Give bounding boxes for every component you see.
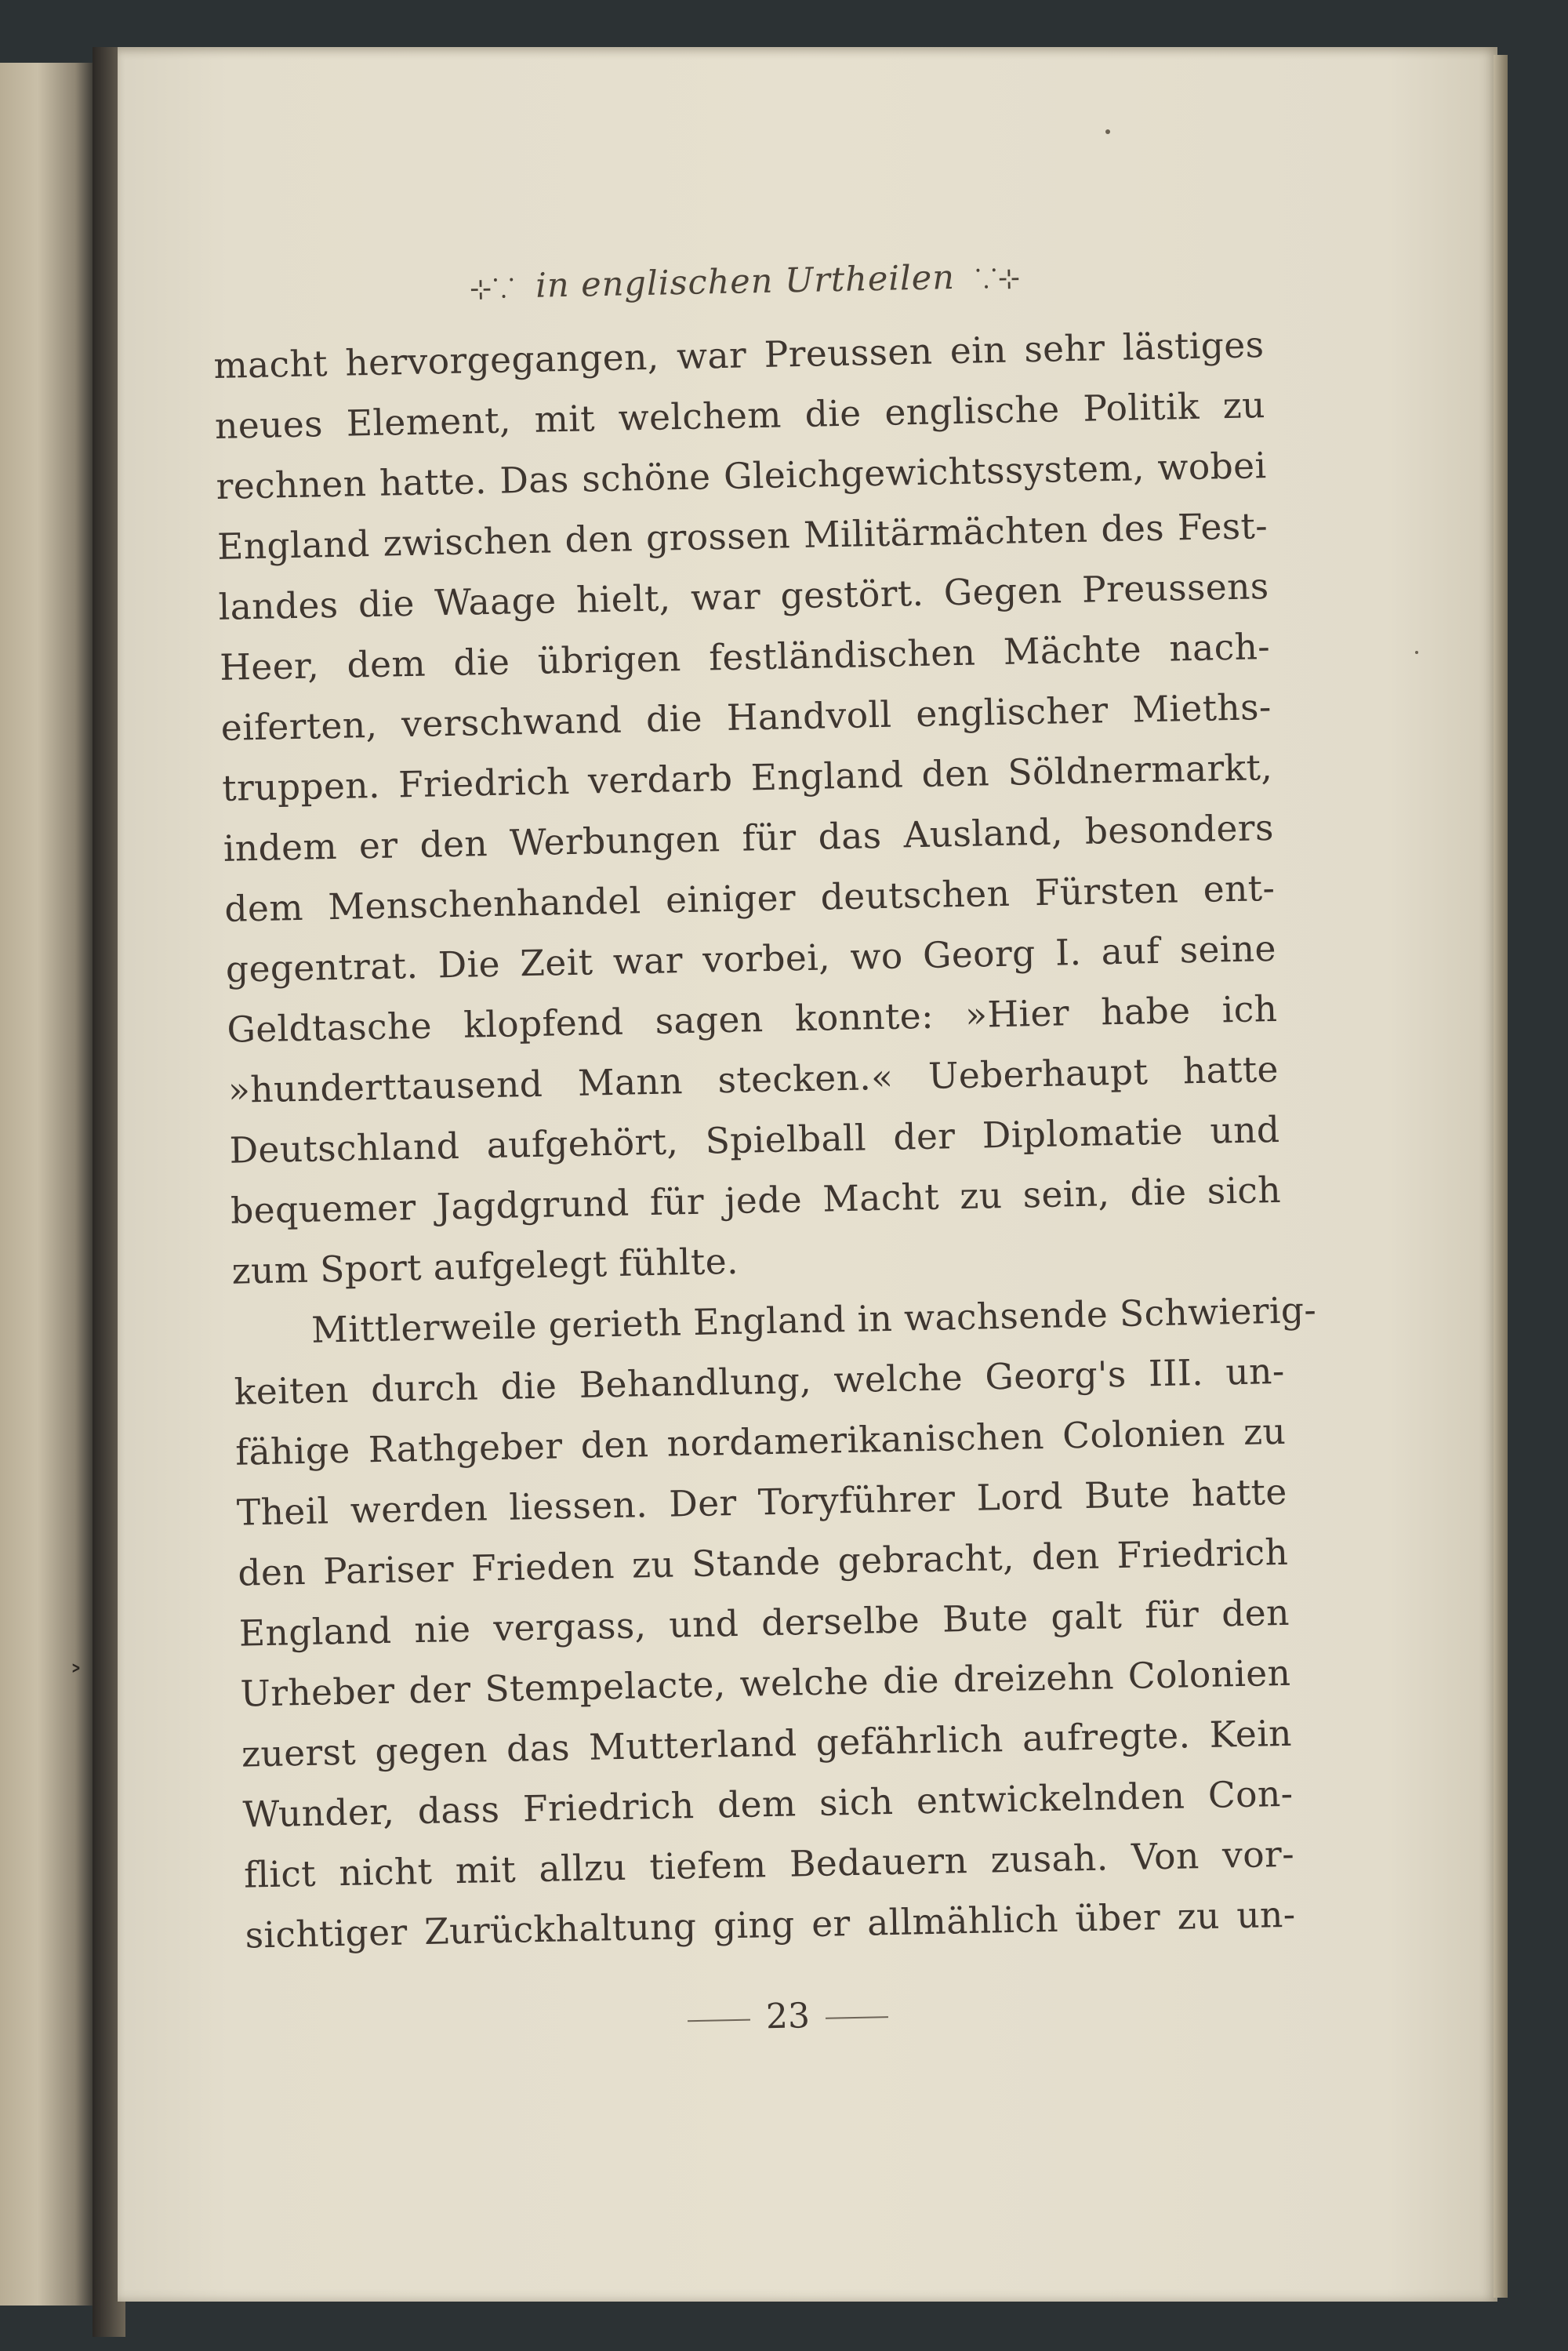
text-line: den Pariser Frieden zu Stande gebracht, den Friedrich <box>237 1531 1289 1594</box>
paper-speck <box>1105 129 1110 134</box>
text-line: rechnen hatte. Das schöne Gleichgewichtssystem, wobei <box>216 445 1267 507</box>
text-line: neues Element, mit welchem die englische Politik zu <box>214 384 1266 447</box>
folio-dash <box>688 2019 750 2022</box>
margin-mark: ˃ <box>69 1662 83 1695</box>
text-line: eiferten, verschwand die Handvoll englischer Mieths- <box>220 685 1272 749</box>
text-line: bequemer Jagdgrund für jede Macht zu sein, die sich <box>230 1168 1282 1232</box>
previous-page-edge <box>0 63 94 2306</box>
ornament-right-icon: ⸪⊹ <box>975 263 1022 296</box>
running-head <box>408 256 1083 308</box>
text-line: macht hervorgegangen, war Preussen ein sehr lästiges <box>213 324 1265 387</box>
page-fore-edge <box>1494 55 1508 2298</box>
text-line: zuerst gegen das Mutterland gefährlich aufregte. Kein <box>241 1712 1293 1775</box>
text-line: gegentrat. Die Zeit war vorbei, wo Georg I. auf seine <box>225 927 1277 990</box>
text-line: Mittlerweile gerieth England in wachsende Schwierig- <box>310 1288 1317 1351</box>
text-line: Wunder, dass Friedrich dem sich entwickelnden Con- <box>242 1772 1294 1836</box>
text-line: landes die Waage hielt, war gestört. Gegen Preussens <box>218 565 1269 628</box>
page-number <box>670 1994 906 2039</box>
text-line: indem er den Werbungen für das Ausland, besonders <box>223 806 1275 870</box>
text-line: flict nicht mit allzu tiefem Bedauern zusah. Von vor- <box>243 1833 1295 1896</box>
running-head-title: in englischen Urtheilen <box>535 257 956 306</box>
folio-dash <box>826 2016 888 2019</box>
text-line: dem Menschenhandel einiger deutschen Fürsten ent- <box>223 867 1276 930</box>
text-line: fähige Rathgeber den nordamerikanischen Colonien zu <box>234 1410 1287 1473</box>
text-line: Urheber der Stempelacte, welche die dreizehn Colonien <box>240 1652 1291 1715</box>
paper-speck <box>1415 651 1418 654</box>
text-line: Deutschland aufgehört, Spielball der Diplomatie und <box>229 1108 1280 1172</box>
text-line: England zwischen den grossen Militärmächten des Fest- <box>216 505 1269 568</box>
text-line: sichtiger Zurückhaltung ging er allmählich über zu un- <box>245 1893 1296 1957</box>
text-line: England nie vergass, und derselbe Bute galt für den <box>238 1591 1290 1655</box>
text-line: truppen. Friedrich verdarb England den Söldnermarkt, <box>221 746 1273 809</box>
text-line: Theil werden liessen. Der Toryführer Lord Bute hatte <box>236 1470 1288 1534</box>
text-line: Heer, dem die übrigen festländischen Mächte nach- <box>219 626 1271 689</box>
page-number-value: 23 <box>765 1996 811 2037</box>
text-line: zum Sport aufgelegt fühlte. <box>231 1240 739 1292</box>
text-line: keiten durch die Behandlung, welche Georg's III. un- <box>234 1350 1286 1413</box>
page-text-block <box>212 245 1317 2037</box>
ornament-left-icon: ⊹⸪ <box>469 273 516 306</box>
text-line: Geldtasche klopfend sagen konnte: »Hier habe ich <box>227 987 1278 1051</box>
text-line: »hunderttausend Mann stecken.« Ueberhaupt hatte <box>227 1048 1279 1111</box>
